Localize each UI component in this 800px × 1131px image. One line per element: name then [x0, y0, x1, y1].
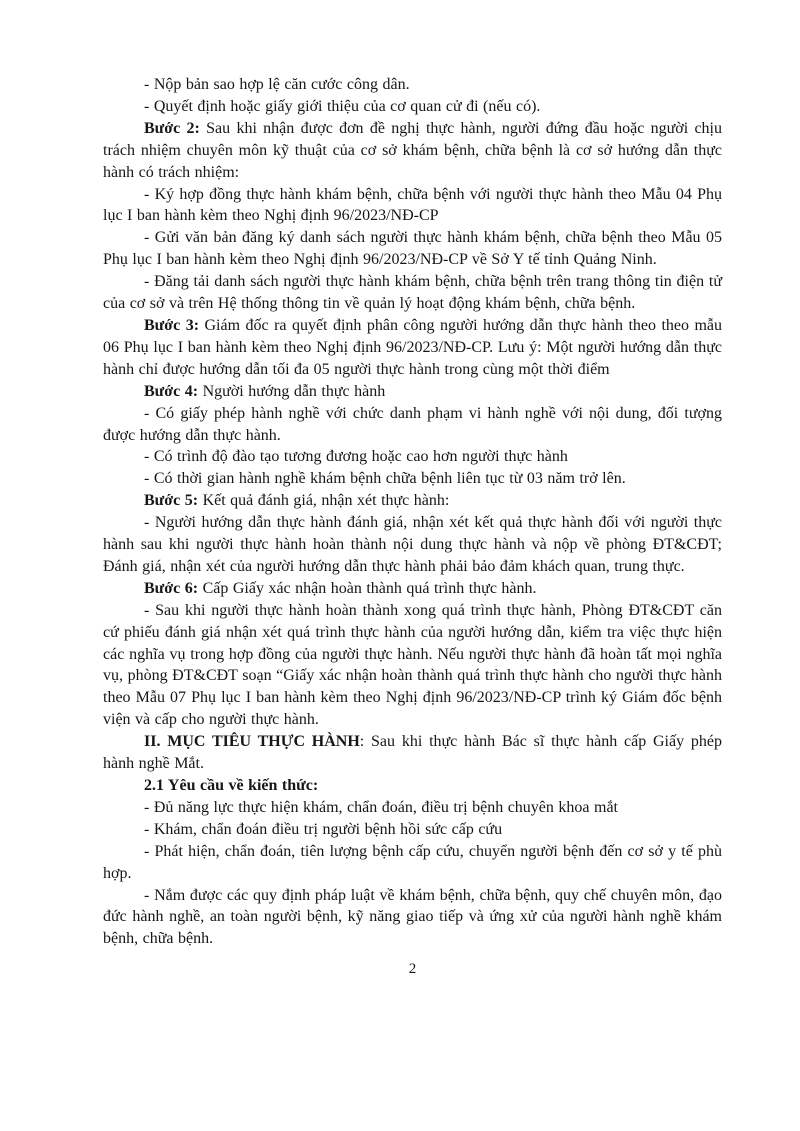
paragraph-buoc-4 — [103, 381, 722, 403]
paragraph-text: - Khám, chẩn đoán điều trị người bệnh hồi sức cấp cứu — [144, 820, 503, 838]
paragraph — [103, 512, 722, 578]
paragraph-text: - Có thời gian hành nghề khám bệnh chữa bệnh liên tục từ 03 năm trở lên. — [144, 470, 626, 488]
paragraph-lead: Bước 2: — [144, 119, 200, 137]
paragraph — [103, 446, 722, 468]
paragraph-text: - Nắm được các quy định pháp luật về khám bệnh, chữa bệnh, quy chế chuyên môn, đạo đức hành nghề, an toàn người bệnh, kỹ năng giao tiếp và ứng xử của người hành nghề khám bệnh, chữa bệnh. — [103, 886, 722, 948]
paragraph-text: - Quyết định hoặc giấy giới thiệu của cơ quan cử đi (nếu có). — [144, 97, 541, 115]
paragraph-text: Cấp Giấy xác nhận hoàn thành quá trình thực hành. — [198, 579, 537, 597]
paragraph-text: - Nộp bản sao hợp lệ căn cước công dân. — [144, 76, 410, 93]
paragraph-buoc-5 — [103, 490, 722, 512]
paragraph-buoc-3 — [103, 315, 722, 381]
subsection-heading-2-1 — [103, 775, 722, 797]
document-body — [103, 74, 722, 979]
paragraph — [103, 271, 722, 315]
paragraph — [103, 96, 722, 118]
paragraph-lead: Bước 6: — [144, 579, 199, 597]
paragraph-lead: 2.1 Yêu cầu về kiến thức: — [144, 777, 319, 794]
paragraph — [103, 819, 722, 841]
paragraph-text: - Đăng tải danh sách người thực hành khám bệnh, chữa bệnh trên trang thông tin điện tử của cơ sở và trên Hệ thống thông tin về quản lý hoạt động khám bệnh, chữa bệnh. — [103, 273, 722, 313]
paragraph-text: - Phát hiện, chẩn đoán, tiên lượng bệnh cấp cứu, chuyển người bệnh đến cơ sở y tế phù hợp. — [103, 842, 722, 882]
paragraph-buoc-6 — [103, 578, 722, 600]
paragraph-text: - Ký hợp đồng thực hành khám bệnh, chữa bệnh với người thực hành theo Mẫu 04 Phụ lục I ban hành kèm theo Nghị định 96/2023/NĐ-CP — [103, 185, 722, 225]
paragraph-text: - Có giấy phép hành nghề với chức danh phạm vi hành nghề với nội dung, đối tượng được hướng dẫn thực hành. — [103, 404, 722, 444]
paragraph-text: - Sau khi người thực hành hoàn thành xong quá trình thực hành, Phòng ĐT&CĐT căn cứ phiếu đánh giá nhận xét quá trình thực hành của người hướng dẫn, kiểm tra việc thực hiện các nghĩa vụ trong hợp đồng của người thực hành. Nếu người thực hành đã hoàn tất mọi nghĩa vụ, phòng ĐT&CĐT soạn “Giấy xác nhận hoàn thành quá trình thực hành cho người thực hành theo Mẫu 07 Phụ lục I ban hành kèm theo Nghị định 96/2023/NĐ-CP trình ký Giám đốc bệnh viện và cấp cho người thực hành. — [103, 601, 722, 729]
section-heading-muc-tieu — [103, 731, 722, 775]
paragraph — [103, 797, 722, 819]
paragraph — [103, 184, 722, 228]
paragraph-text: Kết quả đánh giá, nhận xét thực hành: — [198, 492, 450, 510]
paragraph-text: Người hướng dẫn thực hành — [198, 382, 386, 400]
paragraph-text: - Người hướng dẫn thực hành đánh giá, nhận xét kết quả thực hành đối với người thực hành sau khi người thực hành hoàn thành nội dung thực hành và nộp về phòng ĐT&CĐT; Đánh giá, nhận xét của người hướng dẫn thực hành phải bảo đảm khách quan, trung thực. — [103, 514, 722, 575]
paragraph-lead: Bước 3: — [144, 316, 200, 334]
paragraph — [103, 468, 722, 490]
page-number: 2 — [408, 961, 417, 978]
paragraph-lead: Bước 5: — [144, 492, 199, 510]
paragraph — [103, 885, 722, 951]
paragraph-lead: Bước 4: — [144, 382, 199, 400]
paragraph — [103, 74, 722, 96]
paragraph-text: Giám đốc ra quyết định phân công người hướng dẫn thực hành theo theo mẫu 06 Phụ lục I ban hành kèm theo Nghị định 96/2023/NĐ-CP. Lưu ý: Một người hướng dẫn thực hành chỉ được hướng dẫn tối đa 05 người thực hành trong cùng một thời điểm — [103, 316, 723, 378]
paragraph-text: - Có trình độ đào tạo tương đương hoặc cao hơn người thực hành — [144, 448, 568, 466]
paragraph — [103, 403, 722, 447]
paragraph — [103, 227, 722, 271]
paragraph-text: Sau khi nhận được đơn đề nghị thực hành, người đứng đầu hoặc người chịu trách nhiệm chuyên môn kỹ thuật của cơ sở khám bệnh, chữa bệnh là cơ sở hướng dẫn thực hành có trách nhiệm: — [103, 119, 722, 181]
paragraph — [103, 841, 722, 885]
paragraph-text: : Sau khi thực hành Bác sĩ thực hành cấp Giấy phép hành nghề Mắt. — [103, 733, 723, 773]
paragraph-text: - Gửi văn bản đăng ký danh sách người thực hành khám bệnh, chữa bệnh theo Mẫu 05 Phụ lục I ban hành kèm theo Nghị định 96/2023/NĐ-CP về Sở Y tế tỉnh Quảng Ninh. — [103, 229, 722, 269]
paragraph-buoc-2 — [103, 118, 722, 184]
paragraph-lead: II. MỤC TIÊU THỰC HÀNH — [144, 733, 360, 751]
paragraph — [103, 600, 722, 731]
paragraph-text: - Đủ năng lực thực hiện khám, chẩn đoán, điều trị bệnh chuyên khoa mắt — [144, 798, 618, 816]
